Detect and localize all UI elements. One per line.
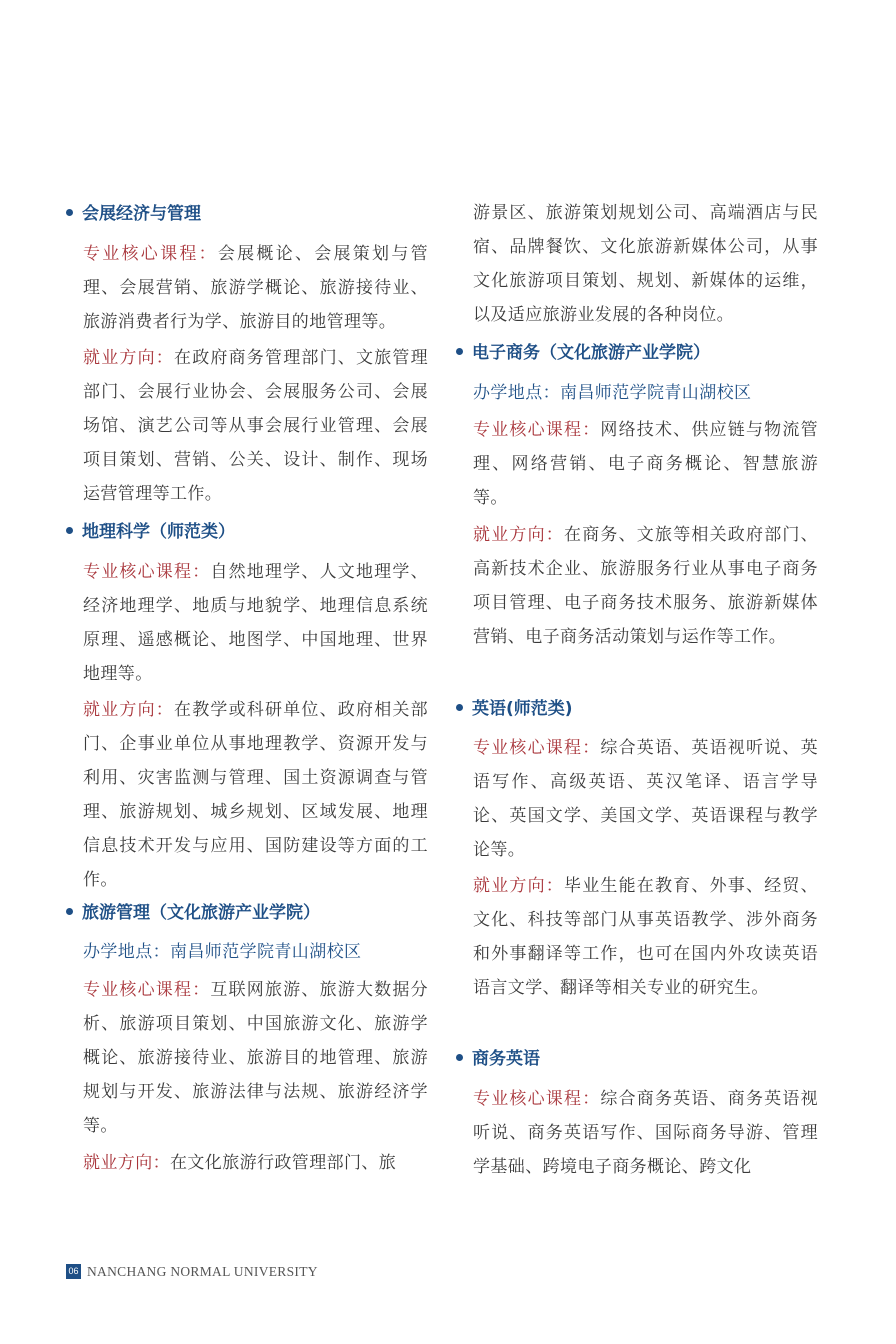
employment-label: 就业方向： — [83, 1153, 170, 1173]
core-courses — [83, 555, 428, 691]
employment-text: 在商务、文旅等相关政府部门、高新技术企业、旅游服务行业从事电子商务项目管理、电子商务技术服务、旅游新媒体营销、电子商务活动策划与运作等工作。 — [473, 525, 818, 647]
core-courses-label: 专业核心课程： — [473, 1089, 601, 1109]
core-courses-label: 专业核心课程： — [83, 562, 211, 582]
section-title: 电子商务（文化旅游产业学院） — [472, 343, 710, 363]
continued-text: 游景区、旅游策划规划公司、高端酒店与民宿、品牌餐饮、文化旅游新媒体公司，从事文化旅游项目策划、规划、新媒体的运维，以及适应旅游业发展的各种岗位。 — [473, 203, 818, 325]
core-courses — [473, 1082, 818, 1184]
core-courses-text: 综合英语、英语视听说、英语写作、高级英语、英汉笔译、语言学导论、英国文学、美国文学、英语课程与教学论等。 — [473, 738, 818, 860]
bullet-icon — [456, 704, 463, 711]
employment-direction — [473, 869, 818, 1005]
core-courses — [83, 237, 428, 339]
employment-label: 就业方向： — [83, 348, 174, 368]
core-courses-label: 专业核心课程： — [473, 420, 601, 440]
core-courses — [83, 973, 428, 1143]
section-heading — [456, 697, 573, 721]
core-courses-label: 专业核心课程： — [473, 738, 601, 758]
core-courses-text: 综合商务英语、商务英语视听说、商务英语写作、国际商务导游、管理学基础、跨境电子商务概论、跨文化 — [473, 1089, 818, 1177]
employment-label: 就业方向： — [473, 876, 564, 896]
employment-direction — [83, 341, 428, 511]
core-courses-label: 专业核心课程： — [83, 244, 218, 264]
employment-direction — [83, 693, 428, 897]
section-title: 会展经济与管理 — [82, 204, 201, 224]
employment-label: 就业方向： — [473, 525, 564, 545]
core-courses — [473, 413, 818, 515]
section-title: 英语(师范类) — [472, 699, 573, 719]
campus-location: 办学地点：南昌师范学院青山湖校区 — [83, 942, 362, 962]
section-title: 地理科学（师范类） — [82, 522, 235, 542]
employment-text: 在政府商务管理部门、文旅管理部门、会展行业协会、会展服务公司、会展场馆、演艺公司等从事会展行业管理、会展项目策划、营销、公关、设计、制作、现场运营管理等工作。 — [83, 348, 428, 504]
section-heading — [456, 341, 710, 365]
page-footer — [66, 1261, 318, 1277]
bullet-icon — [66, 209, 73, 216]
page-number: 06 — [66, 1264, 81, 1279]
section-title: 商务英语 — [472, 1049, 540, 1069]
employment-label: 就业方向： — [83, 700, 174, 720]
bullet-icon — [456, 348, 463, 355]
bullet-icon — [66, 527, 73, 534]
core-courses-text: 互联网旅游、旅游大数据分析、旅游项目策划、中国旅游文化、旅游学概论、旅游接待业、旅游目的地管理、旅游规划与开发、旅游法律与法规、旅游经济学等。 — [83, 980, 428, 1136]
bullet-icon — [456, 1054, 463, 1061]
university-name: NANCHANG NORMAL UNIVERSITY — [87, 1263, 318, 1279]
section-title: 旅游管理（文化旅游产业学院） — [82, 903, 320, 923]
core-courses-label: 专业核心课程： — [83, 980, 211, 1000]
core-courses-text: 自然地理学、人文地理学、经济地理学、地质与地貌学、地理信息系统原理、遥感概论、地图学、中国地理、世界地理等。 — [83, 562, 428, 684]
section-heading — [66, 901, 320, 925]
employment-direction — [473, 518, 818, 654]
section-heading — [66, 520, 235, 544]
core-courses — [473, 731, 818, 867]
core-courses-text: 会展概论、会展策划与管理、会展营销、旅游学概论、旅游接待业、旅游消费者行为学、旅游目的地管理等。 — [83, 244, 428, 332]
section-heading — [456, 1047, 540, 1071]
campus-location: 办学地点：南昌师范学院青山湖校区 — [473, 383, 752, 403]
core-courses-text: 网络技术、供应链与物流管理、网络营销、电子商务概论、智慧旅游等。 — [473, 420, 818, 508]
section-heading — [66, 202, 201, 226]
employment-text: 在教学或科研单位、政府相关部门、企事业单位从事地理教学、资源开发与利用、灾害监测与管理、国土资源调查与管理、旅游规划、城乡规划、区域发展、地理信息技术开发与应用、国防建设等方面的工作。 — [83, 700, 428, 890]
employment-text: 在文化旅游行政管理部门、旅 — [170, 1153, 397, 1173]
employment-text: 毕业生能在教育、外事、经贸、文化、科技等部门从事英语教学、涉外商务和外事翻译等工作，也可在国内外攻读英语语言文学、翻译等相关专业的研究生。 — [473, 876, 818, 998]
employment-direction — [83, 1146, 428, 1180]
bullet-icon — [66, 908, 73, 915]
